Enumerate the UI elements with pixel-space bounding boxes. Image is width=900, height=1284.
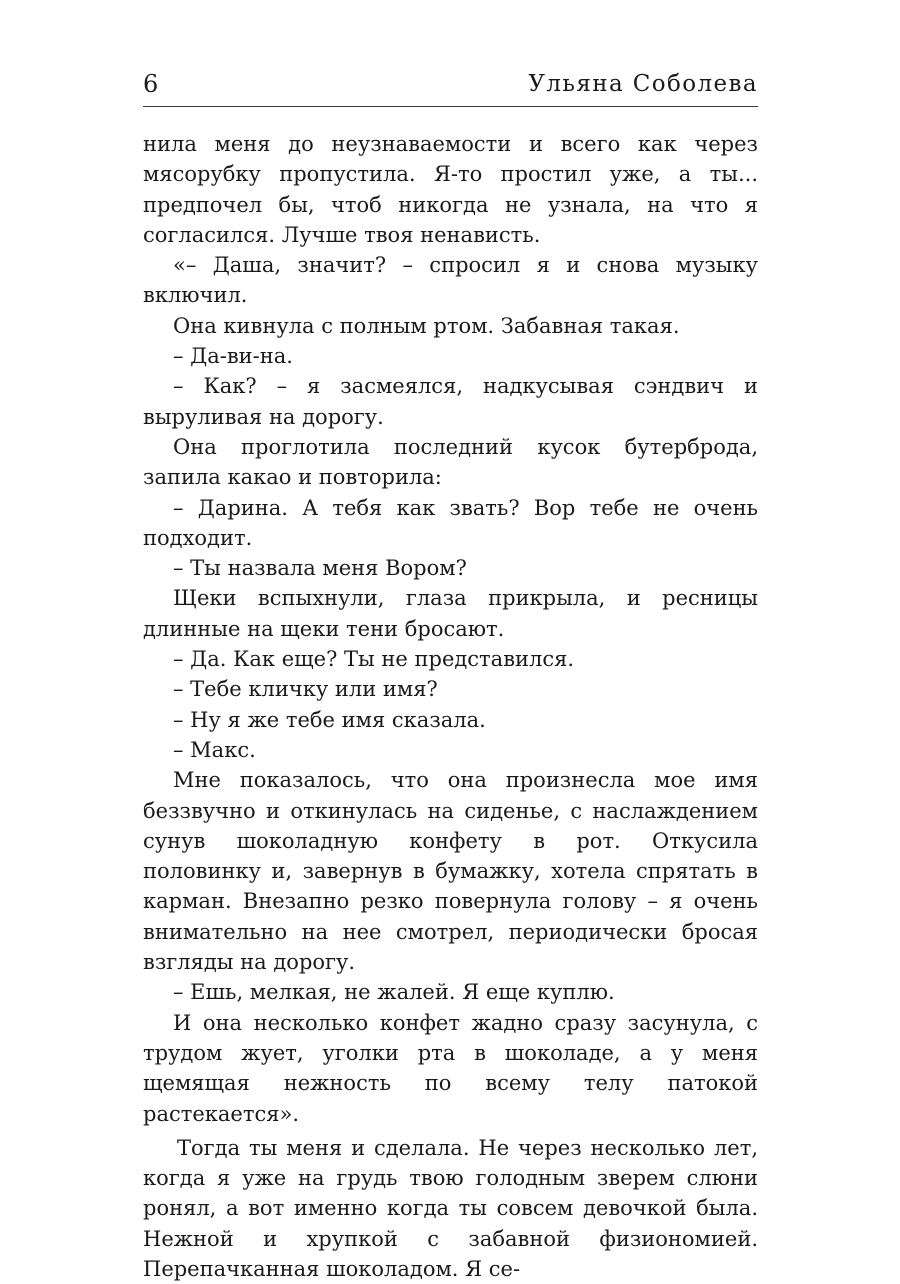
paragraph: И она несколько конфет жадно сразу засунула, с трудом жует, уголки рта в шоколаде, а у меня щемящая нежность по всему телу патокой растекается». bbox=[143, 1010, 758, 1126]
paragraph: – Дарина. А тебя как звать? Вор тебе не очень подходит. bbox=[143, 495, 758, 550]
paragraph: нила меня до неузнаваемости и всего как через мясорубку пропустила. Я-то простил уже, а ты... предпочел бы, чтоб никогда не узнала, на что я согласился. Лучше твоя ненависть. bbox=[143, 132, 758, 247]
text-body bbox=[143, 129, 758, 1284]
paragraph: – Ешь, мелкая, не жалей. Я еще куплю. bbox=[173, 980, 615, 1005]
paragraph: – Тебе кличку или имя? bbox=[173, 677, 438, 702]
paragraph: Тогда ты меня и сделала. Не через несколько лет, когда я уже на грудь твою голодным зверем слюни ронял, а вот именно когда ты совсем девочкой была. Нежной и хрупкой с забавной физиономией. Перепачканная шоколадом. Я се- bbox=[143, 1135, 758, 1281]
paragraph: Щеки вспыхнули, глаза прикрыла, и ресницы длинные на щеки тени бросают. bbox=[143, 586, 758, 641]
paragraph: Мне показалось, что она произнесла мое имя беззвучно и откинулась на сиденье, с наслаждением сунув шоколадную конфету в рот. Откусила половинку и, завернув в бумажку, хотела спрятать в карман. Внезапно резко повернула голову – я очень внимательно на нее смотрел, периодически бросая взгляды на дорогу. bbox=[143, 768, 758, 975]
paragraph: – Да-ви-на. bbox=[173, 344, 293, 369]
paragraph: – Как? – я засмеялся, надкусывая сэндвич и выруливая на дорогу. bbox=[143, 374, 758, 429]
paragraph: – Ну я же тебе имя сказала. bbox=[173, 707, 486, 732]
paragraph: – Да. Как еще? Ты не представился. bbox=[173, 647, 575, 672]
paragraph: Она кивнула с полным ртом. Забавная такая. bbox=[173, 313, 680, 338]
paragraph: Она проглотила последний кусок бутерброда, запила какао и повторила: bbox=[143, 434, 758, 490]
paragraph: – Макс. bbox=[173, 737, 256, 762]
paragraph: «– Даша, значит? – спросил я и снова музыку включил. bbox=[143, 253, 758, 308]
page-number: 6 bbox=[143, 70, 159, 98]
header-author: Ульяна Соболева bbox=[528, 71, 758, 97]
running-head bbox=[143, 68, 758, 100]
header-rule bbox=[143, 106, 758, 107]
paragraph: – Ты назвала меня Вором? bbox=[173, 556, 467, 581]
